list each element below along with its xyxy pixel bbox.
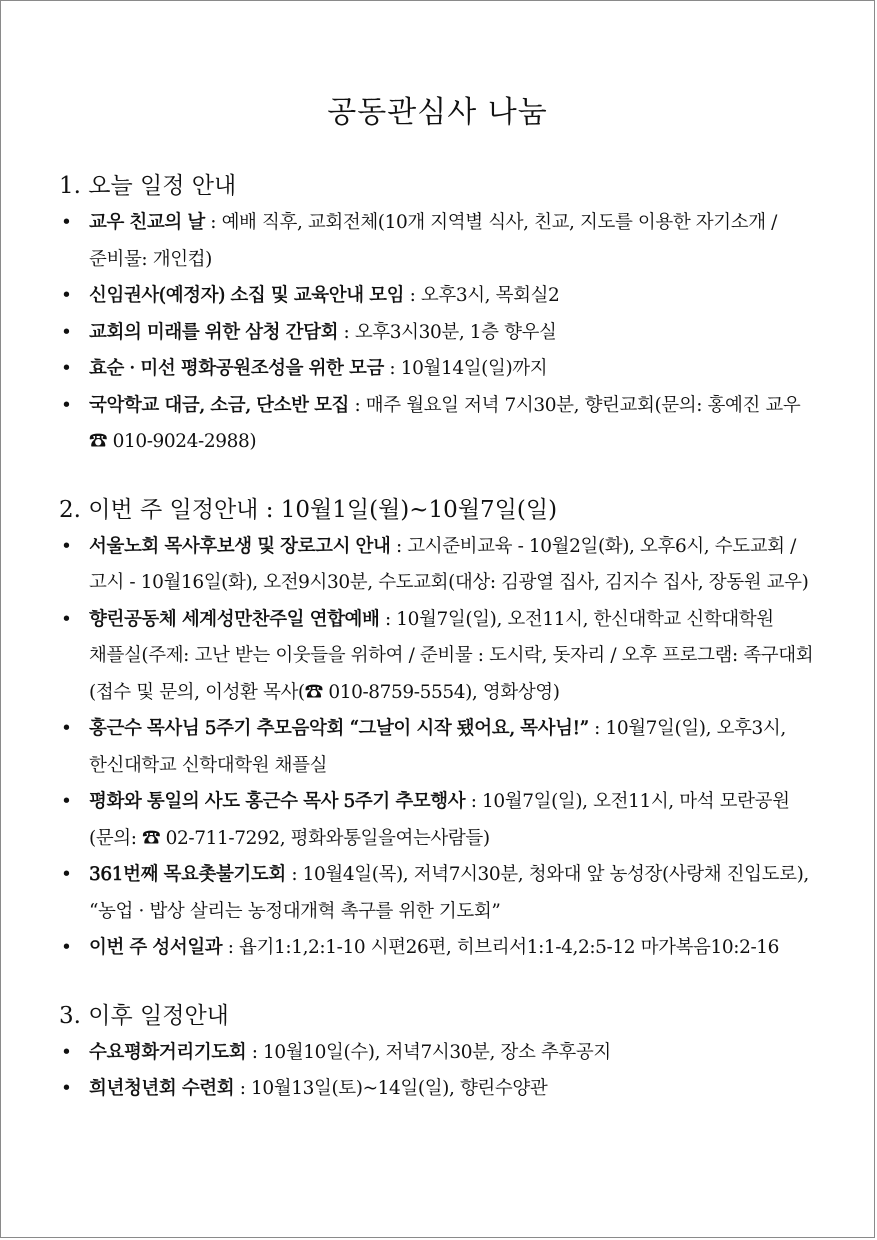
item-head: 향린공동체 세계성만찬주일 연합예배 [89, 608, 380, 630]
item-text: : 예배 직후, 교회전체(10개 지역별 식사, 친교, 지도를 이용한 자기소개 / 준비물: 개인컵) [89, 212, 777, 270]
list-item [59, 315, 819, 352]
section-upcoming [59, 999, 819, 1108]
section-heading: 3. 이후 일정안내 [59, 1002, 229, 1029]
item-head: 이번 주 성서일과 [89, 937, 223, 958]
document-body [59, 169, 819, 1140]
item-head: 효순 · 미선 평화공원조성을 위한 모금 [89, 358, 384, 379]
item-text: : 10월7일(일), 오후3시, 한신대학교 신학대학원 채플실 [89, 718, 786, 776]
section-heading: 2. 이번 주 일정안내 : 10월1일(월)~10월7일(일) [59, 496, 558, 523]
list-item [59, 388, 819, 461]
item-text: : 10월7일(일), 오전11시, 한신대학교 신학대학원 채플실(주제: 고난 받는 이웃들을 위하여 / 준비물 : 도시락, 돗자리 / 오후 프로그램: 족구대회(접수 및 문의, 이성환 목사(☎ 010-8759-5554), 영화상영) [89, 608, 814, 703]
item-head: 국악학교 대금, 소금, 단소반 모집 [89, 394, 350, 416]
list-item [59, 602, 819, 712]
list-item [59, 278, 819, 315]
item-text: : 고시준비교육 - 10월2일(화), 오후6시, 수도교회 / 고시 - 10월16일(화), 오전9시30분, 수도교회(대상: 김광열 집사, 김지수 집사, 장동원 교우) [89, 535, 809, 593]
item-head: 평화와 통일의 사도 홍근수 목사 5주기 추모행사 [89, 791, 466, 812]
item-head: 신임권사(예정자) 소집 및 교육안내 모임 [89, 285, 405, 306]
item-text: : 오후3시, 목회실2 [404, 285, 560, 306]
item-text: : 10월4일(목), 저녁7시30분, 청와대 앞 농성장(사랑채 진입도로), “농업 · 밥상 살리는 농정대개혁 촉구를 위한 기도회” [89, 864, 809, 922]
item-text: : 오후3시30분, 1층 향우실 [338, 321, 557, 343]
list-item [59, 857, 819, 930]
section-heading: 1. 오늘 일정 안내 [59, 173, 237, 199]
item-head: 교회의 미래를 위한 삼청 간담회 [89, 321, 339, 343]
item-text: : 욥기1:1,2:1-10 시편26편, 히브리서1:1-4,2:5-12 마가복음10:2-16 [222, 937, 780, 958]
item-text: : 매주 월요일 저녁 7시30분, 향린교회(문의: 홍예진 교우 ☎ 010-9024-2988) [89, 394, 801, 452]
item-text: : 10월10일(수), 저녁7시30분, 장소 추후공지 [246, 1041, 611, 1063]
list-item [59, 351, 819, 388]
item-list [59, 529, 819, 967]
item-list [59, 205, 819, 461]
list-item [59, 205, 819, 278]
page-title: 공동관심사 나눔 [327, 95, 548, 130]
list-item [59, 930, 819, 967]
section-today [59, 169, 819, 461]
item-head: 교우 친교의 날 [89, 212, 205, 233]
list-item [59, 1035, 819, 1072]
item-head: 희년청년회 수련회 [89, 1078, 235, 1099]
item-text: : 10월7일(일), 오전11시, 마석 모란공원(문의: ☎ 02-711-7292, 평화와통일을여는사람들) [89, 791, 790, 849]
list-item [59, 711, 819, 784]
item-head: 홍근수 목사님 5주기 추모음악회 “그날이 시작 됐어요, 목사님!” [89, 718, 589, 739]
list-item [59, 1071, 819, 1108]
item-head: 수요평화거리기도회 [89, 1041, 247, 1063]
item-text: : 10월13일(토)~14일(일), 향린수양관 [234, 1078, 548, 1099]
item-text: : 10월14일(일)까지 [383, 358, 548, 379]
item-head: 서울노회 목사후보생 및 장로고시 안내 [89, 535, 391, 557]
item-list [59, 1035, 819, 1108]
list-item [59, 529, 819, 602]
list-item [59, 784, 819, 857]
section-this-week [59, 493, 819, 967]
item-head: 361번째 목요촛불기도회 [89, 864, 286, 885]
